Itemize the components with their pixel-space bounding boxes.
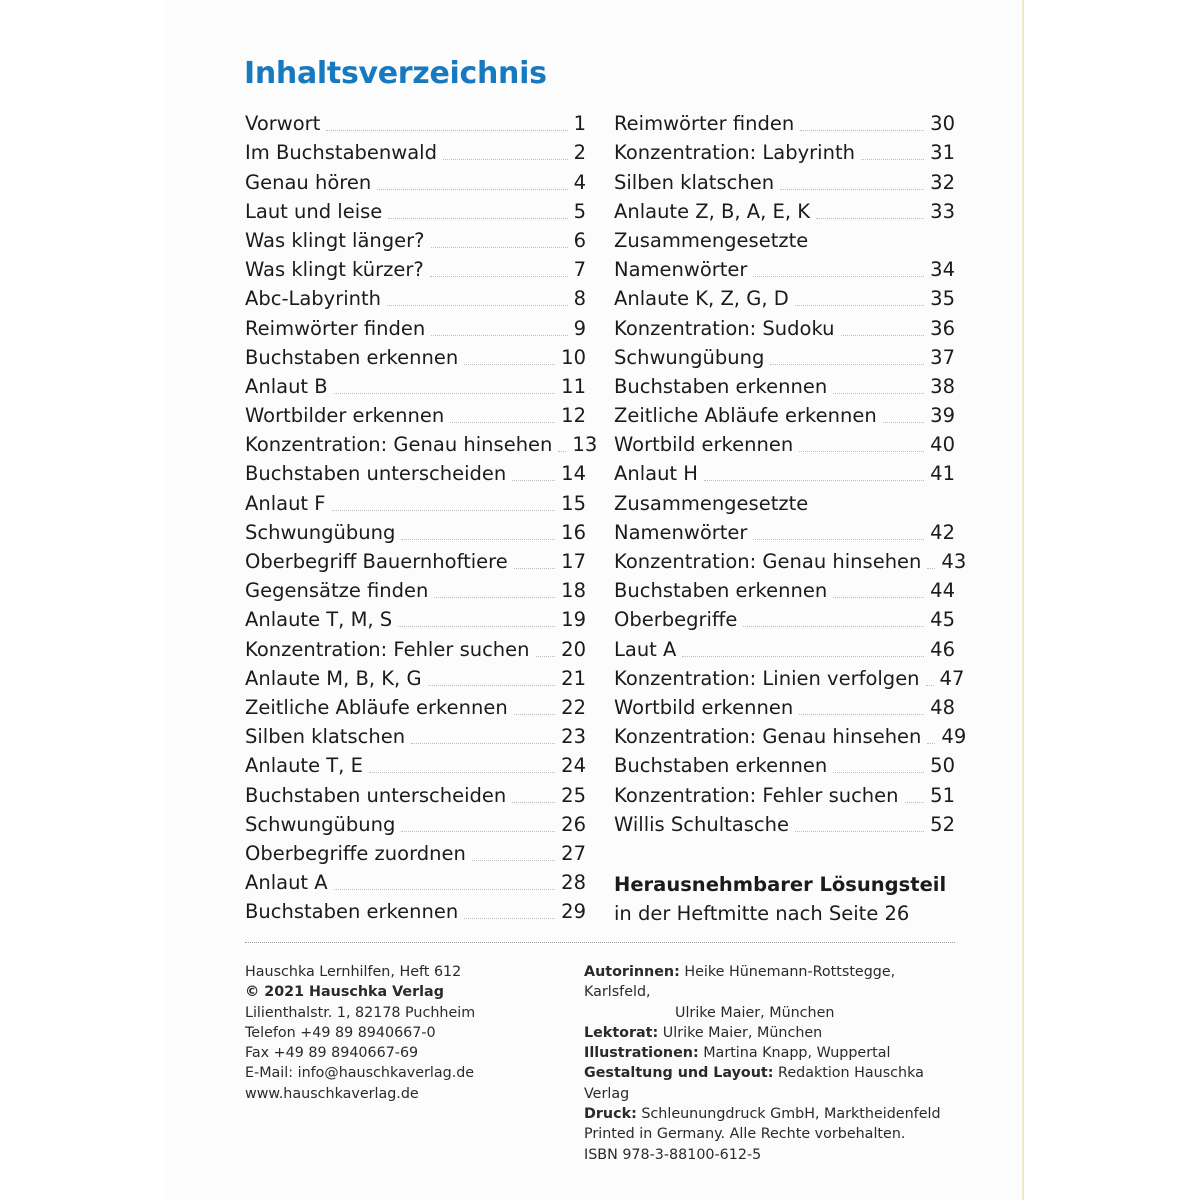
toc-entry-title: Konzentration: Labyrinth <box>614 141 855 165</box>
toc-leader-dots <box>816 218 924 219</box>
toc-entry-title: Oberbegriffe <box>614 608 738 632</box>
toc-entry-title: Namenwörter <box>614 520 748 544</box>
imprint-series: Hauschka Lernhilfen, Heft 612 <box>245 964 462 980</box>
toc-entry-title: Schwungübung <box>245 520 396 544</box>
toc-leader-dots <box>833 772 924 773</box>
toc-entry-title: Willis Schultasche <box>614 812 789 836</box>
toc-leader-dots <box>472 860 555 861</box>
toc-entry-title: Anlaut H <box>614 462 698 486</box>
editing-value: Ulrike Maier, München <box>662 1024 823 1041</box>
toc-entry <box>614 197 955 226</box>
toc-leader-dots <box>512 802 555 803</box>
toc-entry-page: 34 <box>930 258 955 282</box>
toc-entry <box>245 343 586 372</box>
toc-leader-dots <box>753 276 924 277</box>
toc-entry-title: Anlaute M, B, K, G <box>245 666 422 690</box>
credits-layout <box>584 1063 964 1104</box>
toc-entry <box>614 343 955 372</box>
solutions-text: in der Heftmitte nach Seite 26 <box>614 902 910 925</box>
credits-print <box>584 1104 964 1124</box>
toc-leader-dots <box>558 451 566 452</box>
toc-leader-dots <box>682 656 924 657</box>
toc-entry-title: Vorwort <box>245 112 321 136</box>
toc-entry-page: 5 <box>573 199 586 223</box>
toc-entry-page: 45 <box>930 608 955 632</box>
toc-entry-page: 14 <box>561 462 586 486</box>
toc-leader-dots <box>430 276 568 277</box>
toc-entry-title: Silben klatschen <box>614 170 775 194</box>
toc-entry-title: Konzentration: Sudoku <box>614 316 835 340</box>
toc-entry-page: 2 <box>573 141 586 165</box>
toc-entry <box>245 576 586 605</box>
toc-leader-dots <box>536 656 556 657</box>
toc-leader-dots <box>450 422 555 423</box>
toc-leader-dots <box>743 626 924 627</box>
toc-leader-dots <box>795 831 924 832</box>
toc-entry-page: 9 <box>573 316 586 340</box>
imprint-copyright: © 2021 Hauschka Verlag <box>245 984 444 1001</box>
toc-leader-dots <box>464 918 555 919</box>
toc-entry <box>614 751 955 780</box>
toc-entry-title: Anlaute K, Z, G, D <box>614 287 789 311</box>
toc-entry-page: 7 <box>573 258 586 282</box>
authors-label: Autorinnen: <box>584 964 680 980</box>
toc-entry <box>614 664 965 693</box>
toc-entry-page: 24 <box>561 754 586 778</box>
toc-entry <box>245 459 586 488</box>
toc-entry-title: Zeitliche Abläufe erkennen <box>245 695 508 719</box>
toc-entry-page: 43 <box>941 550 967 573</box>
toc-entry-title: Anlaute T, M, S <box>245 608 393 632</box>
toc-leader-dots <box>841 335 925 336</box>
toc-entry-page: 52 <box>930 812 955 836</box>
toc-entry-title: Buchstaben unterscheiden <box>245 462 507 486</box>
toc-entry <box>245 897 586 926</box>
toc-entry-title: Anlaut A <box>245 871 328 895</box>
toc-entry-page: 4 <box>573 170 586 194</box>
toc-entry-title: Wortbild erkennen <box>614 433 794 457</box>
toc-entry-page: 12 <box>561 404 586 428</box>
toc-entry-page: 21 <box>561 666 586 690</box>
toc-entry <box>614 109 955 138</box>
toc-entry <box>614 810 955 839</box>
toc-entry <box>245 109 586 138</box>
toc-entry-page: 10 <box>561 345 586 369</box>
toc-entry-page: 39 <box>930 404 955 428</box>
toc-entry-page: 23 <box>561 725 586 749</box>
toc-entry <box>245 722 586 751</box>
toc-entry <box>245 488 586 517</box>
toc-entry <box>614 693 955 722</box>
toc-entry <box>245 810 586 839</box>
toc-entry-page: 30 <box>930 112 955 136</box>
toc-entry <box>245 138 586 167</box>
toc-leader-dots <box>927 743 935 744</box>
toc-entry <box>614 634 955 663</box>
print-label: Druck: <box>584 1106 637 1123</box>
toc-leader-dots <box>514 714 555 715</box>
toc-leader-dots <box>833 597 924 598</box>
toc-leader-dots <box>833 393 924 394</box>
imprint-credits <box>584 962 964 1165</box>
toc-entry <box>614 167 955 196</box>
toc-leader-dots <box>780 189 924 190</box>
layout-value: Redaktion Hauschka Verlag <box>584 1065 924 1102</box>
toc-entry-page: 13 <box>572 433 598 457</box>
toc-entry-title: Laut und leise <box>245 199 383 223</box>
toc-entry-title: Wortbilder erkennen <box>245 404 445 428</box>
toc-entry-title: Anlaute Z, B, A, E, K <box>614 199 811 223</box>
toc-entry-title: Im Buchstabenwald <box>245 141 437 165</box>
solutions-note <box>614 870 946 928</box>
toc-leader-dots <box>861 159 924 160</box>
toc-column-right <box>614 109 967 839</box>
toc-leader-dots <box>770 364 924 365</box>
imprint-publisher <box>245 962 575 1104</box>
toc-entry-title: Reimwörter finden <box>614 112 795 136</box>
toc-entry-page: 38 <box>930 374 955 398</box>
toc-entry <box>614 401 955 430</box>
toc-entry <box>614 547 967 576</box>
toc-leader-dots <box>401 831 555 832</box>
toc-entry <box>614 488 955 517</box>
toc-entry <box>614 518 955 547</box>
authors-line-2: Ulrike Maier, München <box>675 1004 835 1021</box>
toc-entry-title: Konzentration: Genau hinsehen <box>614 725 922 749</box>
toc-entry-title: Konzentration: Linien verfolgen <box>614 666 920 690</box>
toc-entry-page: 25 <box>561 783 586 807</box>
toc-entry <box>614 722 967 751</box>
toc-entry <box>614 576 955 605</box>
editing-label: Lektorat: <box>584 1024 659 1041</box>
toc-entry-title: Oberbegriff Bauernhoftiere <box>245 550 508 573</box>
toc-leader-dots <box>905 802 925 803</box>
credits-illustrations <box>584 1043 964 1063</box>
toc-entry-page: 33 <box>930 199 955 223</box>
toc-entry-page: 8 <box>573 287 586 311</box>
toc-entry-title: Schwungübung <box>245 812 396 836</box>
toc-entry-page: 40 <box>930 433 955 457</box>
toc-entry-page: 15 <box>561 491 586 515</box>
toc-entry-page: 22 <box>561 695 586 719</box>
toc-entry <box>245 868 586 897</box>
toc-leader-dots <box>795 305 924 306</box>
toc-leader-dots <box>398 626 555 627</box>
toc-leader-dots <box>334 393 556 394</box>
toc-entry <box>245 255 586 284</box>
solutions-heading: Herausnehmbarer Lösungsteil <box>614 873 947 896</box>
toc-entry <box>245 664 586 693</box>
toc-entry-title: Anlaute T, E <box>245 754 363 778</box>
page-title: Inhaltsverzeichnis <box>244 56 547 91</box>
toc-entry-title: Was klingt kürzer? <box>245 258 424 282</box>
print-value: Schleunungdruck GmbH, Marktheidenfeld <box>641 1106 941 1123</box>
toc-entry <box>614 138 955 167</box>
toc-entry <box>245 401 586 430</box>
credits-rights: Printed in Germany. Alle Rechte vorbehalten. <box>584 1126 906 1143</box>
toc-leader-dots <box>704 480 924 481</box>
toc-entry-page: 31 <box>930 141 955 165</box>
toc-leader-dots <box>411 743 555 744</box>
toc-leader-dots <box>431 335 567 336</box>
toc-entry-page: 1 <box>573 112 586 136</box>
imprint-email: E-Mail: info@hauschkaverlag.de <box>245 1065 475 1082</box>
toc-entry-page: 47 <box>939 666 965 690</box>
toc-entry-title: Anlaut F <box>245 491 326 515</box>
toc-leader-dots <box>369 772 555 773</box>
toc-entry-title: Konzentration: Fehler suchen <box>614 783 899 807</box>
toc-leader-dots <box>514 568 555 569</box>
toc-leader-dots <box>927 568 935 569</box>
toc-leader-dots <box>799 451 924 452</box>
toc-entry <box>614 780 955 809</box>
toc-entry <box>245 839 586 868</box>
toc-entry-title: Was klingt länger? <box>245 228 425 252</box>
toc-entry-page: 6 <box>573 228 586 252</box>
toc-entry-title: Konzentration: Genau hinsehen <box>614 550 922 573</box>
credits-editing <box>584 1023 964 1043</box>
toc-entry-page: 37 <box>930 345 955 369</box>
toc-entry <box>245 605 586 634</box>
toc-leader-dots <box>428 685 556 686</box>
toc-leader-dots <box>377 189 567 190</box>
toc-entry-page: 51 <box>930 783 955 807</box>
toc-entry-title: Laut A <box>614 637 677 661</box>
toc-entry-page: 41 <box>930 462 955 486</box>
toc-entry-title: Namenwörter <box>614 258 748 282</box>
toc-entry-title: Buchstaben erkennen <box>614 374 828 398</box>
toc-entry-title: Konzentration: Genau hinsehen <box>245 433 553 457</box>
toc-leader-dots <box>753 539 924 540</box>
toc-entry-page: 19 <box>561 608 586 632</box>
toc-entry-page: 50 <box>930 754 955 778</box>
toc-column-left <box>245 109 598 926</box>
toc-entry-page: 32 <box>930 170 955 194</box>
toc-entry-page: 29 <box>561 900 586 924</box>
toc-entry-title: Oberbegriffe zuordnen <box>245 841 466 865</box>
toc-entry-title: Anlaut B <box>245 374 328 398</box>
toc-entry-page: 46 <box>930 637 955 661</box>
toc-leader-dots <box>387 305 568 306</box>
toc-leader-dots <box>512 480 555 481</box>
toc-entry <box>245 751 586 780</box>
toc-entry-title: Zusammengesetzte <box>614 491 809 515</box>
toc-leader-dots <box>443 159 568 160</box>
toc-entry <box>245 634 586 663</box>
toc-entry-title: Buchstaben erkennen <box>614 754 828 778</box>
toc-entry <box>245 430 598 459</box>
imprint-fax: Fax +49 89 8940667-69 <box>245 1045 419 1062</box>
toc-entry-page: 48 <box>930 695 955 719</box>
toc-entry-page: 27 <box>561 841 586 865</box>
toc-leader-dots <box>326 130 567 131</box>
toc-entry-title: Reimwörter finden <box>245 316 426 340</box>
toc-entry-title: Abc-Labyrinth <box>245 287 382 311</box>
toc-entry <box>614 605 955 634</box>
authors-line-1: Heike Hünemann-Rottstegge, Karlsfeld, <box>584 964 896 1001</box>
credits-isbn: ISBN 978-3-88100-612-5 <box>584 1146 762 1163</box>
toc-entry-title: Silben klatschen <box>245 725 406 749</box>
toc-entry <box>614 459 955 488</box>
toc-entry-title: Zusammengesetzte <box>614 228 809 252</box>
divider <box>245 942 955 943</box>
toc-leader-dots <box>431 247 568 248</box>
toc-leader-dots <box>332 510 556 511</box>
illustrations-label: Illustrationen: <box>584 1045 699 1062</box>
toc-entry-title: Wortbild erkennen <box>614 695 794 719</box>
toc-leader-dots <box>800 130 924 131</box>
toc-entry <box>245 518 586 547</box>
toc-entry-title: Buchstaben erkennen <box>245 900 459 924</box>
toc-entry-page: 26 <box>561 812 586 836</box>
toc-entry <box>245 547 586 576</box>
toc-entry <box>245 167 586 196</box>
imprint-phone: Telefon +49 89 8940667-0 <box>245 1024 436 1041</box>
toc-leader-dots <box>883 422 924 423</box>
toc-leader-dots <box>464 364 555 365</box>
toc-leader-dots <box>334 889 556 890</box>
toc-entry-page: 44 <box>930 579 955 603</box>
imprint-website: www.hauschkaverlag.de <box>245 1085 419 1102</box>
toc-entry-title: Genau hören <box>245 170 372 194</box>
toc-entry-title: Buchstaben erkennen <box>245 345 459 369</box>
illustrations-value: Martina Knapp, Wuppertal <box>703 1045 891 1062</box>
toc-entry <box>245 313 586 342</box>
toc-entry <box>614 255 955 284</box>
toc-leader-dots <box>799 714 924 715</box>
toc-entry-title: Schwungübung <box>614 345 765 369</box>
toc-entry <box>245 780 586 809</box>
layout-label: Gestaltung und Layout: <box>584 1065 774 1082</box>
toc-entry-title: Buchstaben unterscheiden <box>245 783 507 807</box>
toc-entry-title: Gegensätze finden <box>245 579 429 603</box>
toc-entry-page: 18 <box>561 579 586 603</box>
toc-leader-dots <box>401 539 555 540</box>
toc-entry-title: Zeitliche Abläufe erkennen <box>614 404 877 428</box>
toc-leader-dots <box>926 685 934 686</box>
toc-entry <box>245 197 586 226</box>
toc-entry <box>614 372 955 401</box>
toc-entry-page: 36 <box>930 316 955 340</box>
toc-entry-title: Buchstaben erkennen <box>614 579 828 603</box>
toc-entry <box>614 284 955 313</box>
toc-entry <box>245 693 586 722</box>
toc-entry-page: 42 <box>930 520 955 544</box>
toc-entry-page: 28 <box>561 871 586 895</box>
toc-entry <box>614 430 955 459</box>
toc-entry <box>614 226 955 255</box>
toc-entry <box>245 372 586 401</box>
toc-entry-page: 17 <box>561 550 586 573</box>
toc-entry <box>245 226 586 255</box>
toc-entry-page: 20 <box>561 637 586 661</box>
credits-authors <box>584 962 964 1003</box>
toc-leader-dots <box>434 597 555 598</box>
toc-entry-page: 16 <box>561 520 586 544</box>
toc-entry <box>245 284 586 313</box>
toc-entry-page: 11 <box>561 374 586 398</box>
toc-entry-title: Konzentration: Fehler suchen <box>245 637 530 661</box>
imprint-address: Lilienthalstr. 1, 82178 Puchheim <box>245 1004 476 1021</box>
toc-entry <box>614 313 955 342</box>
toc-leader-dots <box>388 218 567 219</box>
toc-entry-page: 35 <box>930 287 955 311</box>
toc-entry-page: 49 <box>941 725 967 749</box>
